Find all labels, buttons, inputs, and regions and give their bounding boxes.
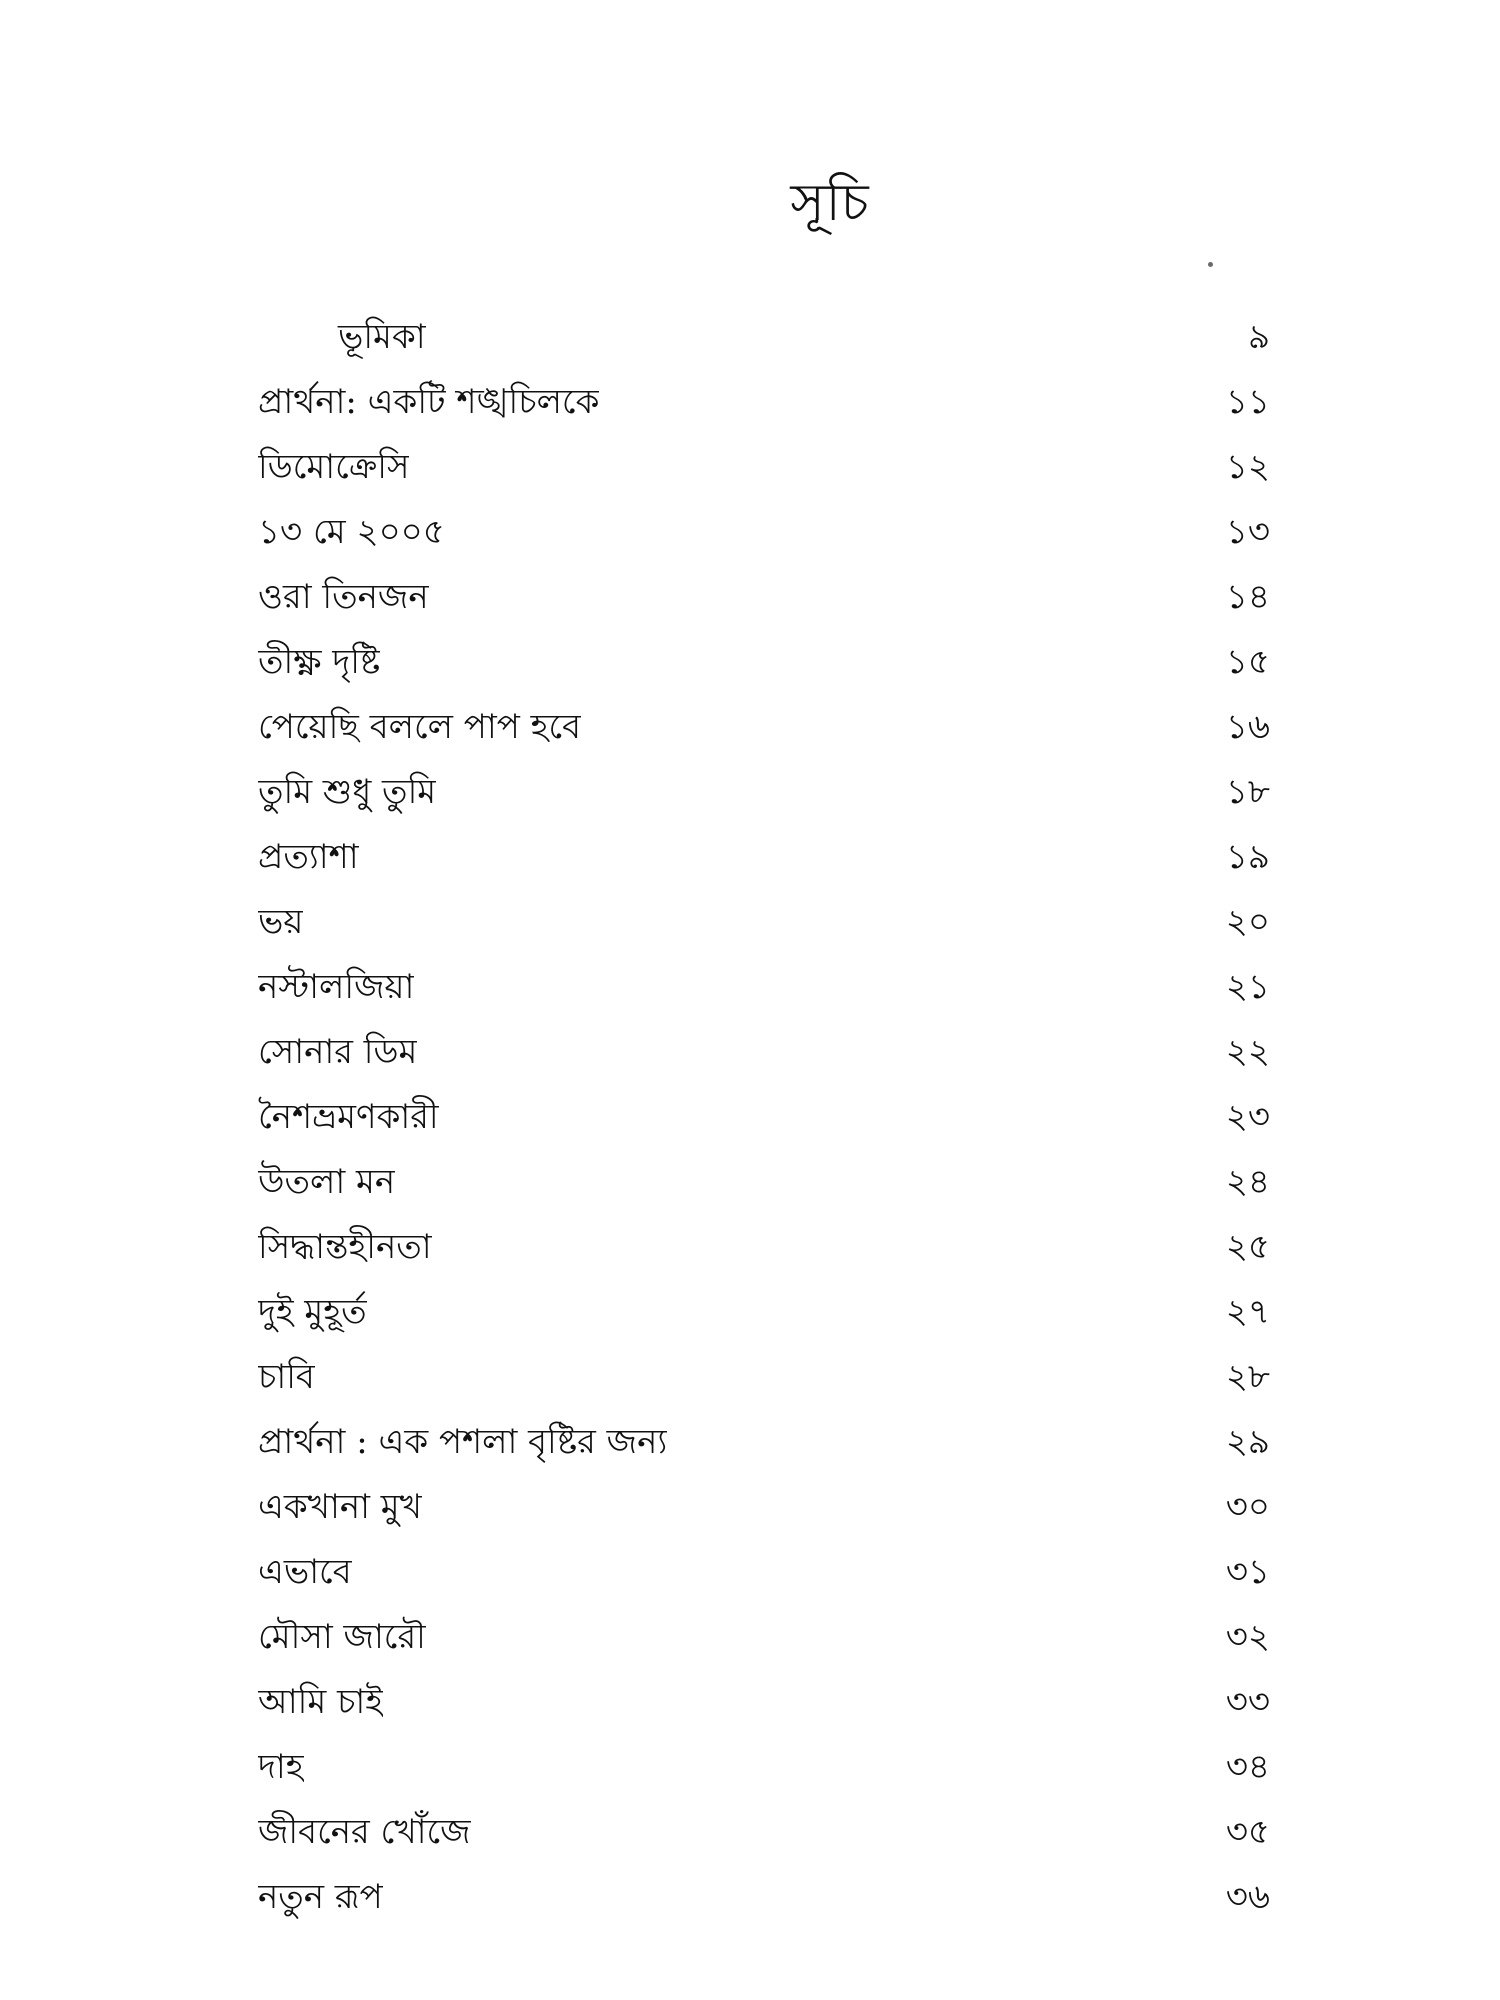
toc-entry-page-number: ১১ xyxy=(1225,382,1270,422)
toc-entry xyxy=(258,1800,1270,1865)
toc-entry-title: একখানা মুখ xyxy=(258,1487,423,1527)
toc-entry-page-number: ১৮ xyxy=(1225,772,1270,812)
toc-entry-title: নৈশভ্রমণকারী xyxy=(258,1097,439,1137)
toc-entry-page-number: ২১ xyxy=(1225,967,1270,1007)
toc-entry xyxy=(258,1540,1270,1605)
toc-entry-page-number: ৩৫ xyxy=(1225,1812,1270,1852)
toc-entry-title: জীবনের খোঁজে xyxy=(258,1812,471,1852)
toc-entry-title: ভয় xyxy=(258,902,304,942)
toc-entry xyxy=(258,955,1270,1020)
toc-entry xyxy=(258,1605,1270,1670)
toc-entry-title: আমি চাই xyxy=(258,1682,383,1722)
toc-entry-page-number: ২৩ xyxy=(1225,1097,1270,1137)
toc-entry-page-number: ১৪ xyxy=(1225,577,1270,617)
toc-entry-page-number: ১৯ xyxy=(1225,837,1270,877)
toc-entry-page-number: ২৯ xyxy=(1225,1422,1270,1462)
table-of-contents xyxy=(258,305,1270,1930)
toc-entry-page-number: ২৭ xyxy=(1225,1292,1270,1332)
toc-entry-title: ডিমোক্রেসি xyxy=(258,447,410,487)
toc-entry xyxy=(258,1410,1270,1475)
toc-entry xyxy=(258,435,1270,500)
toc-entry-page-number: ৩০ xyxy=(1225,1487,1270,1527)
toc-entry xyxy=(258,890,1270,955)
toc-entry-title: এভাবে xyxy=(258,1552,352,1592)
toc-entry-page-number: ২৫ xyxy=(1225,1227,1270,1267)
toc-entry xyxy=(258,1475,1270,1540)
toc-entry-page-number: ৩৩ xyxy=(1225,1682,1270,1722)
toc-entry-title: পেয়েছি বললে পাপ হবে xyxy=(258,707,582,747)
toc-entry xyxy=(258,1280,1270,1345)
toc-entry-page-number: ১৩ xyxy=(1225,512,1270,552)
toc-entry xyxy=(258,630,1270,695)
toc-entry-title: প্রার্থনা : এক পশলা বৃষ্টির জন্য xyxy=(258,1422,668,1462)
toc-entry-page-number: ৩৪ xyxy=(1225,1747,1270,1787)
toc-entry-title: ওরা তিনজন xyxy=(258,577,429,617)
toc-entry-title: চাবি xyxy=(258,1357,315,1397)
toc-entry xyxy=(258,305,1270,370)
toc-entry-page-number: ২৮ xyxy=(1225,1357,1270,1397)
toc-entry xyxy=(258,825,1270,890)
toc-entry-page-number: ৩২ xyxy=(1225,1617,1270,1657)
toc-entry xyxy=(258,1345,1270,1410)
toc-entry-title: সিদ্ধান্তহীনতা xyxy=(258,1227,432,1267)
toc-entry-page-number: ১৫ xyxy=(1225,642,1270,682)
toc-entry xyxy=(258,1020,1270,1085)
page-title: সূচি xyxy=(790,173,870,233)
toc-entry-title: উতলা মন xyxy=(258,1162,396,1202)
toc-entry-page-number: ৩৬ xyxy=(1225,1877,1270,1917)
toc-entry-page-number: ৯ xyxy=(1247,317,1270,357)
toc-entry-title: ১৩ মে ২০০৫ xyxy=(258,512,445,552)
toc-entry xyxy=(258,1865,1270,1930)
ink-speck xyxy=(1208,262,1213,267)
toc-entry-title: দুই মুহূর্ত xyxy=(258,1292,367,1332)
toc-entry-page-number: ২০ xyxy=(1225,902,1270,942)
toc-entry xyxy=(258,1670,1270,1735)
toc-entry-title: তুমি শুধু তুমি xyxy=(258,772,437,812)
toc-entry xyxy=(258,1735,1270,1800)
toc-entry-title: প্রার্থনা: একটি শঙ্খচিলকে xyxy=(258,382,600,422)
toc-entry xyxy=(258,695,1270,760)
toc-entry-page-number: ৩১ xyxy=(1225,1552,1270,1592)
toc-entry-title: তীক্ষ্ণ দৃষ্টি xyxy=(258,642,381,682)
toc-entry-page-number: ২৪ xyxy=(1225,1162,1270,1202)
toc-entry xyxy=(258,1150,1270,1215)
toc-entry-title: ভূমিকা xyxy=(338,317,426,357)
toc-entry-page-number: ২২ xyxy=(1225,1032,1270,1072)
toc-entry-title: মৌসা জারৌ xyxy=(258,1617,426,1657)
toc-entry-title: দাহ xyxy=(258,1747,304,1787)
toc-entry-title: নতুন রূপ xyxy=(258,1877,383,1917)
toc-entry xyxy=(258,1215,1270,1280)
toc-entry xyxy=(258,500,1270,565)
toc-entry xyxy=(258,370,1270,435)
toc-entry-page-number: ১৬ xyxy=(1225,707,1270,747)
toc-entry-title: নস্টালজিয়া xyxy=(258,967,415,1007)
toc-entry xyxy=(258,1085,1270,1150)
toc-entry-title: সোনার ডিম xyxy=(258,1032,418,1072)
toc-entry xyxy=(258,760,1270,825)
toc-entry xyxy=(258,565,1270,630)
toc-entry-page-number: ১২ xyxy=(1225,447,1270,487)
toc-entry-title: প্রত্যাশা xyxy=(258,837,359,877)
